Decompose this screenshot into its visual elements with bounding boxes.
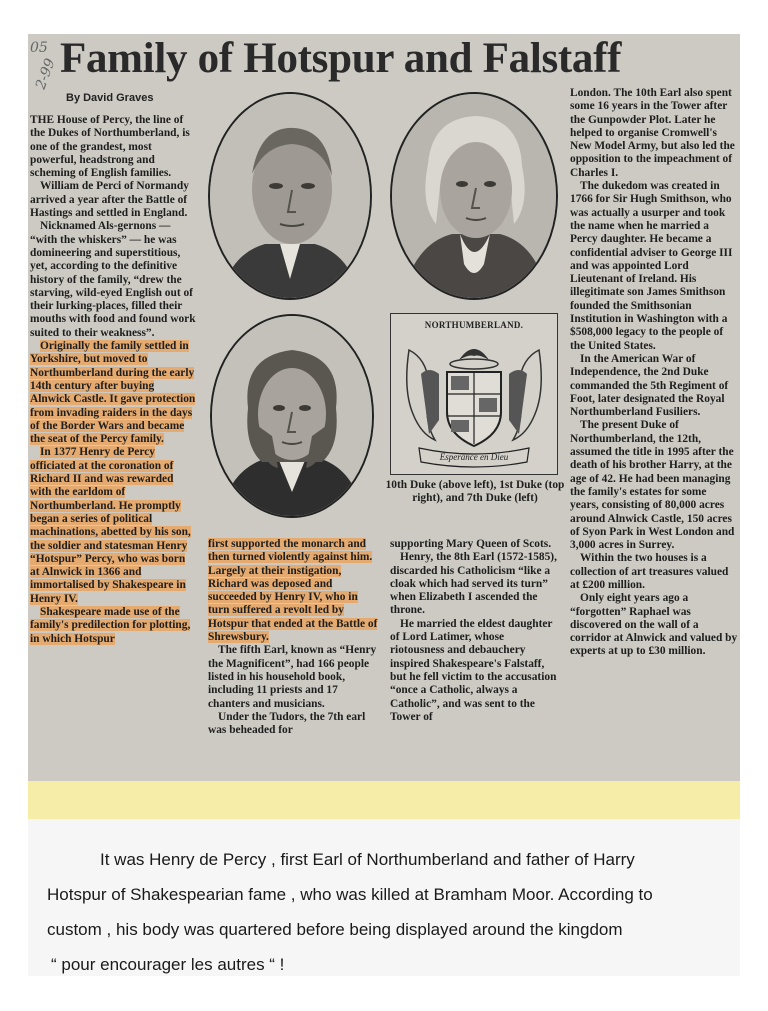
article-column-2 — [208, 538, 380, 737]
paragraph: The fifth Earl, known as “Henry the Magnificent”, had 166 people listed in his household book, including 11 priests and 17 chanters and musicians. — [208, 644, 377, 710]
handwritten-annotation-2: 2-99 — [32, 56, 59, 92]
paragraph: THE House of Percy, the line of the Dukes of Northumberland, is one of the grandest, most powerful, headstrong and scheming of English families. — [30, 114, 190, 180]
paragraph: Only eight years ago a “forgotten” Raphael was discovered on the wall of a corridor at Alnwick and valued by experts at up to £30 million. — [570, 592, 738, 658]
article-column-1 — [30, 114, 196, 646]
coat-of-arms-motto: Esperance en Dieu — [439, 452, 509, 462]
paragraph: London. The 10th Earl also spent some 16 years in the Tower after the Gunpowder Plot. Later he helped to organise Cromwell's New Model Army, but also led the opposition to the impeachment of Charles I. — [570, 87, 735, 179]
coat-of-arms-label: NORTHUMBERLAND. — [424, 320, 524, 330]
paragraph: The present Duke of Northumberland, the 12th, assumed the title in 1995 after the death of his brother Harry, at the age of 42. He had been managing the family's estates for some years, consisting of 80,000 acres around Alnwick Castle, 150 acres of Syon Park in West London and 3,000 acres in Surrey. — [570, 419, 735, 552]
coat-of-arms-emblem — [399, 330, 549, 470]
paragraph: Within the two houses is a collection of art treasures valued at £200 million. — [570, 552, 729, 591]
article-column-3 — [390, 538, 560, 724]
tape-strip — [28, 781, 740, 819]
paragraph: In the American War of Independence, the 2nd Duke commanded the 5th Regiment of Foot, later designated the Royal Northumberland Fusiliers. — [570, 352, 729, 419]
paragraph: He married the eldest daughter of Lord Latimer, whose riotousness and debauchery inspired Shakespeare's Falstaff, but he fell victim to the accusation “once a Catholic, always a Catholic”, and was sent to the Tower of — [390, 617, 557, 723]
note-line-4: “ pour encourager les autres “ ! — [51, 955, 285, 974]
paragraph: William de Perci of Normandy arrived a year after the Battle of Hastings and settled in England. — [30, 180, 189, 220]
paragraph: Nicknamed Als-gernons — “with the whiskers” — he was domineering and superstitious, yet, according to the definitive history of the family, “drew the starving, wild-eyed English out of their lurking-places, filled their mouths with food and found work suited to their weakness”. — [30, 220, 196, 339]
note-line-3: custom , his body was quartered before being displayed around the kingdom — [47, 920, 623, 939]
highlighted-paragraph: In 1377 Henry de Percy officiated at the coronation of Richard II and was rewarded with the earldom of Northumberland. He promptly began a series of political machinations, abetted by his son, the soldier and statesman Henry “Hotspur” Percy, who was born at Alnwick in 1366 and immortalised by Shakespeare in Henry IV. — [30, 446, 191, 605]
portrait-1st-duke — [390, 92, 558, 300]
highlighted-paragraph: Shakespeare made use of the family's predilection for plotting, in which Hotspur — [30, 605, 191, 645]
paragraph: Henry, the 8th Earl (1572-1585), discarded his Catholicism “like a cloak which had served its turn” when Elizabeth I ascended the throne. — [390, 551, 557, 617]
paragraph: Under the Tudors, the 7th earl was beheaded for — [208, 710, 366, 737]
typed-note-card — [28, 819, 740, 976]
headline: Family of Hotspur and Falstaff — [60, 35, 622, 82]
portrait-1st-duke-image — [392, 94, 556, 298]
byline: By David Graves — [66, 92, 154, 104]
paragraph: supporting Mary Queen of Scots. — [390, 538, 552, 550]
highlighted-paragraph: first supported the monarch and then turned violently against him. Largely at their instigation, Richard was deposed and succeeded by Henry IV, who in turn suffered a revolt led by Hotspur that ended at the Battle of Shrewsbury. — [208, 538, 378, 644]
portrait-7th-duke-image — [212, 316, 372, 516]
portrait-10th-duke-image — [210, 94, 370, 298]
paragraph: The dukedom was created in 1766 for Sir Hugh Smithson, who was actually a usurper and took the name when he married a Percy daughter. He became a confidential adviser to George III and was appointed Lord Lieutenant of Ireland. His illegitimate son James Smithson founded the Smithsonian Institution in Washington with a $508,000 legacy to the people of the United States. — [570, 180, 733, 352]
newspaper-clipping — [28, 34, 740, 781]
portrait-7th-duke — [210, 314, 374, 518]
handwritten-annotation-1: 05 — [30, 40, 48, 56]
note-line-1: It was Henry de Percy , first Earl of Northumberland and father of Harry — [100, 850, 635, 869]
note-line-2: Hotspur of Shakespearian fame , who was killed at Bramham Moor. According to — [47, 885, 653, 904]
highlighted-paragraph: Originally the family settled in Yorkshire, but moved to Northumberland during the early 14th century after buying Alnwick Castle. It gave protection from invading raiders in the days of the Border Wars and became the seat of the Percy family. — [30, 340, 196, 446]
photo-caption: 10th Duke (above left), 1st Duke (top right), and 7th Duke (left) — [385, 479, 565, 505]
portrait-10th-duke — [208, 92, 372, 300]
article-column-4 — [570, 87, 738, 659]
coat-of-arms-panel — [390, 313, 558, 475]
